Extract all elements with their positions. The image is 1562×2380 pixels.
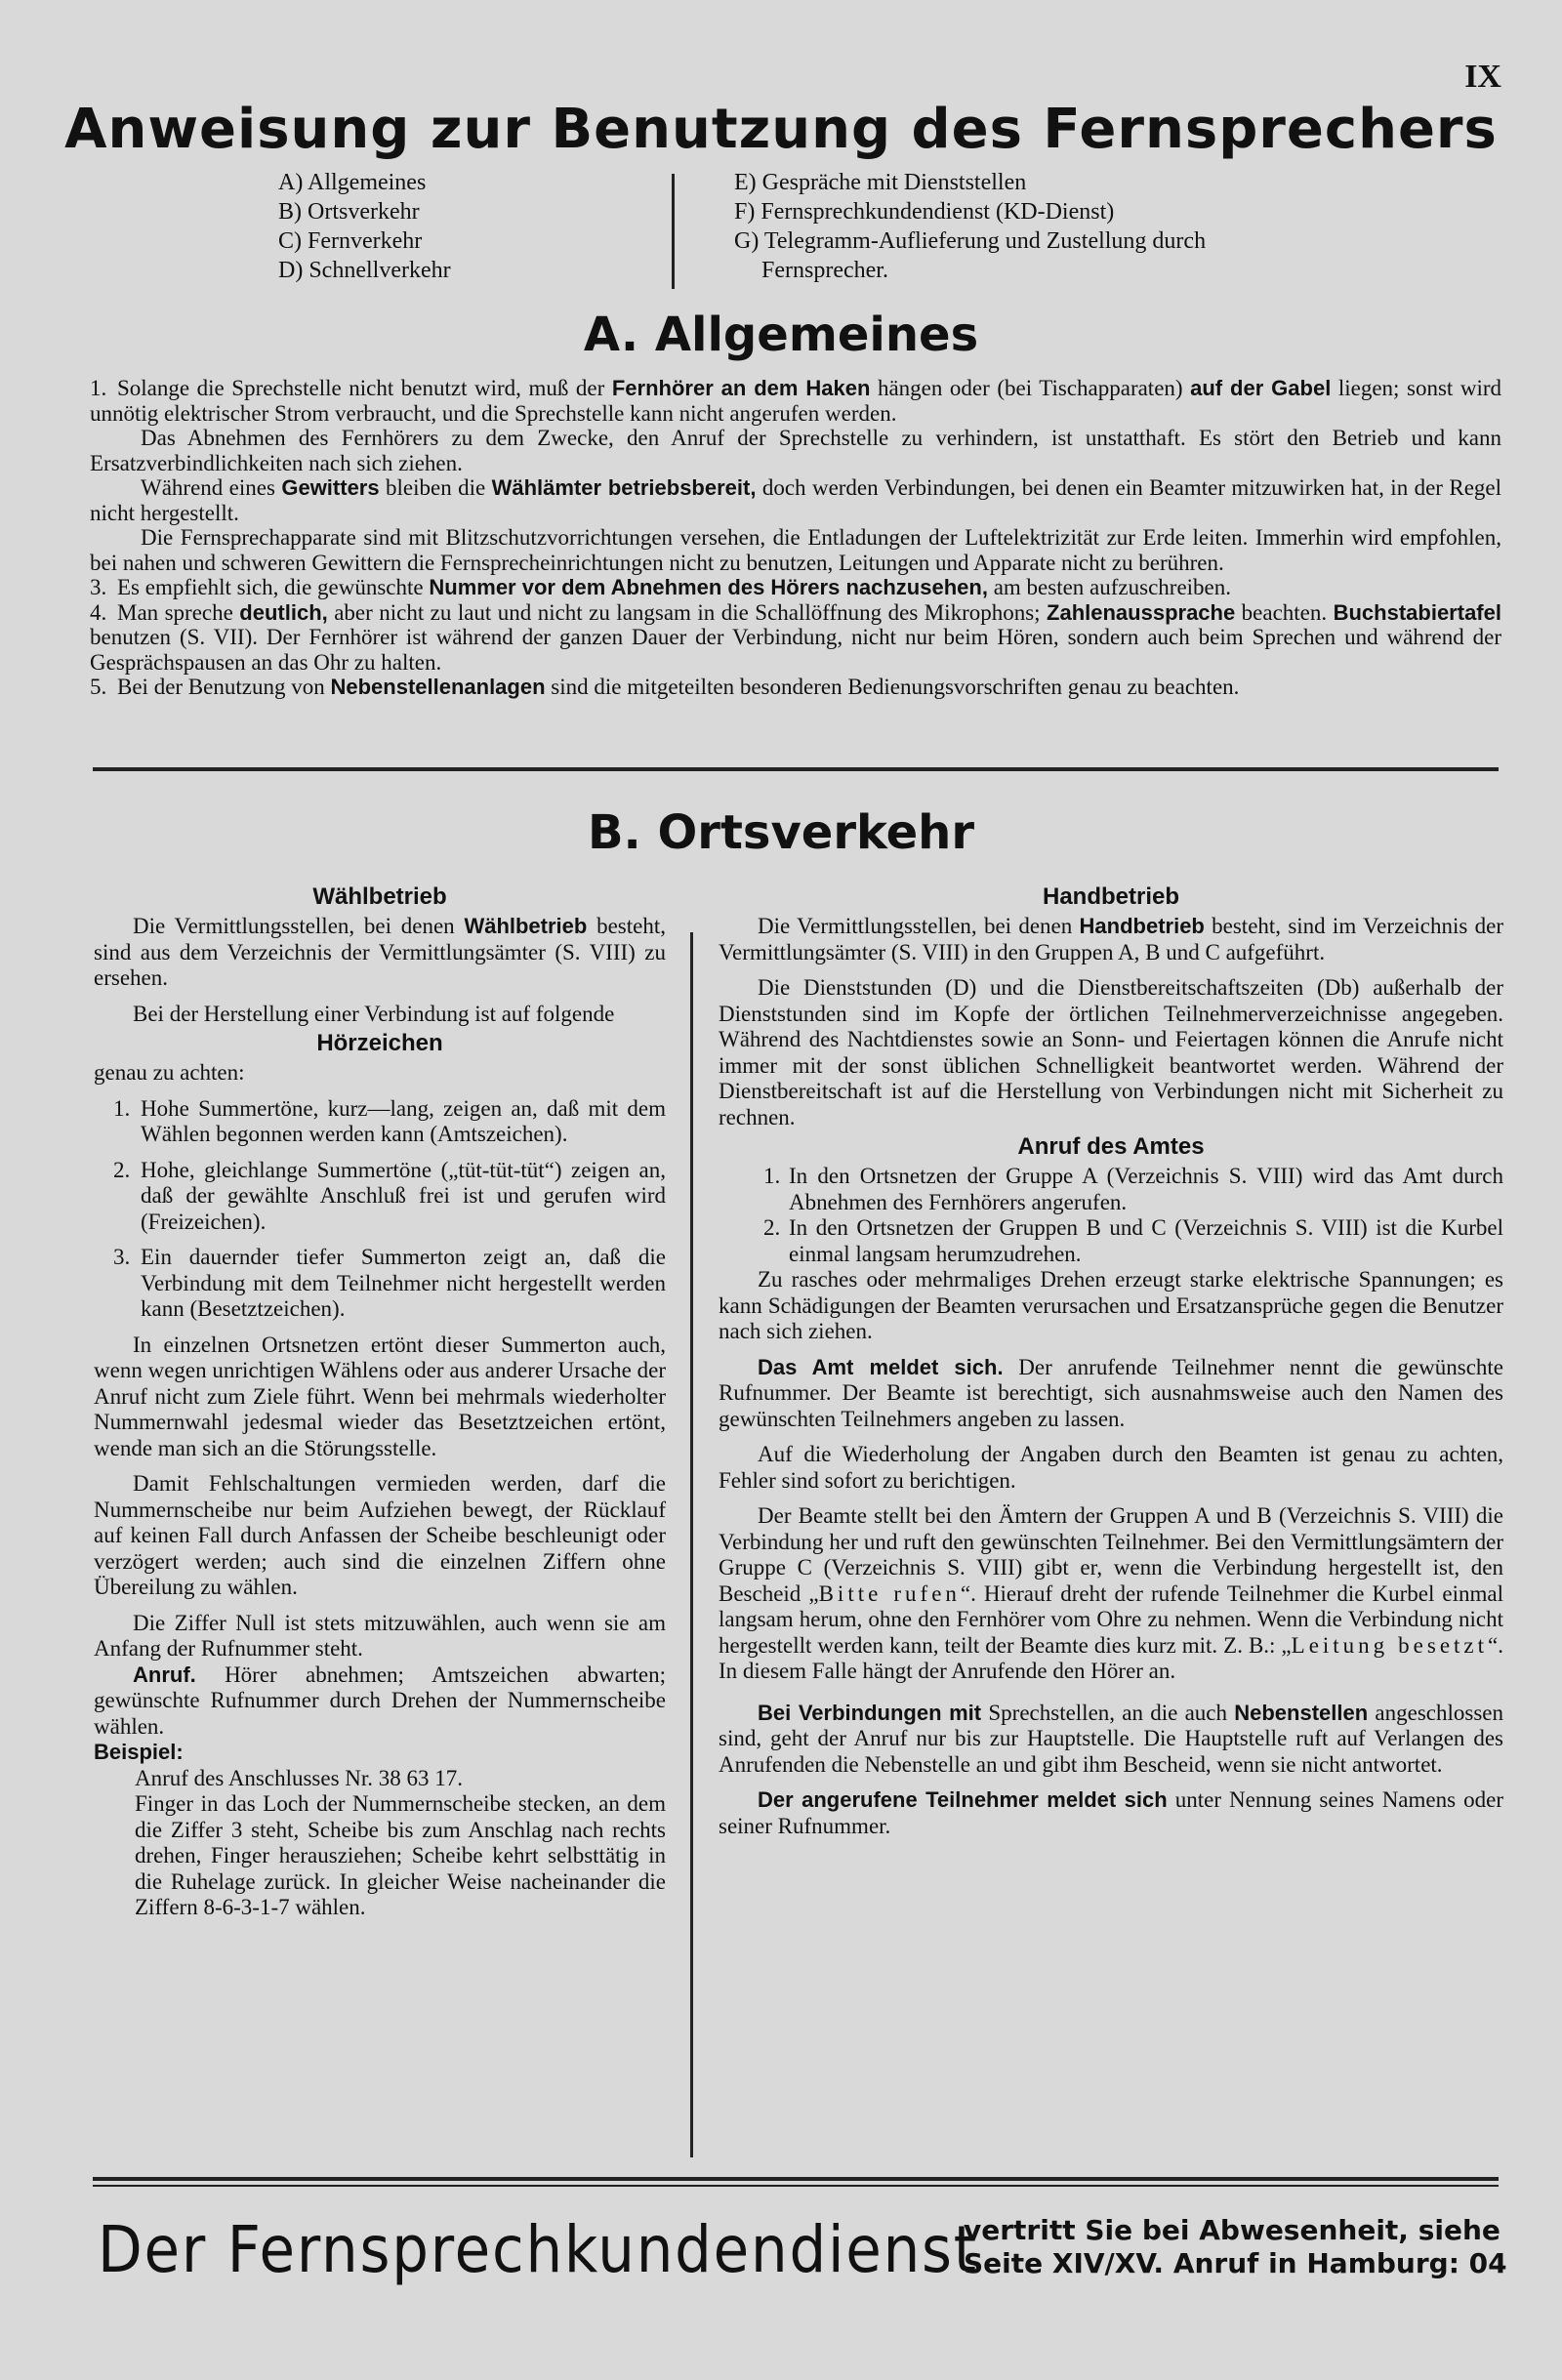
example-line: Anruf des Anschlusses Nr. 38 63 17. xyxy=(135,1765,464,1790)
text: “. In diesem Falle hängt der Anrufende den Hörer an. xyxy=(719,1632,1503,1683)
paragraph: Bei der Herstellung einer Verbindung ist auf folgende xyxy=(133,1001,615,1026)
column-waehlbetrieb xyxy=(94,881,666,1921)
footer-divider xyxy=(93,2177,1499,2181)
bold-text: Handbetrieb xyxy=(1079,914,1205,938)
paragraph: Zu rasches oder mehrmaliges Drehen erzeugt starke elektrische Spannungen; es kann Schädigungen der Beamten verursachen und Ersatzansprüche gegen die Benutzer nach sich ziehen. xyxy=(719,1267,1503,1343)
example-line: Finger in das Loch der Nummernscheibe stecken, an dem die Ziffer 3 steht, Scheibe bis zum Anschlag nach rechts drehen, Finger herausziehen; Scheibe kehrt selbsttätig in die Ruhelage zurück. In gleicher Weise nacheinander die Ziffern 8-6-3-1-7 wählen. xyxy=(135,1791,666,1919)
bold-text: Nebenstellenanlagen xyxy=(330,675,546,699)
sub-heading: Hörzeichen xyxy=(316,1030,443,1056)
toc-item: E) Gespräche mit Dienststellen xyxy=(734,170,1027,195)
text: unter Nennung seines Namens oder seiner Rufnummer. xyxy=(719,1787,1503,1838)
text: hängen oder (bei Tischapparaten) xyxy=(870,376,1191,400)
section-a-paragraph-1b: Das Abnehmen des Fernhörers zu dem Zwecke, den Anruf der Sprechstelle zu verhindern, ist unstatthaft. Es stört den Betrieb und kann Ersatzverbindlichkeiten nach sich ziehen. xyxy=(90,426,1501,475)
section-a-paragraph-2 xyxy=(90,475,1501,525)
footer-note-line: Seite XIV/XV. Anruf in Hamburg: 04 xyxy=(964,2247,1507,2279)
bold-text: Gewitters xyxy=(281,475,380,500)
text: am besten aufzuschreiben. xyxy=(987,575,1231,599)
list-item xyxy=(719,1215,1503,1267)
list-number: 1. xyxy=(113,1095,131,1121)
text: Solange die Sprechstelle nicht benutzt wird, muß der xyxy=(117,376,612,400)
toc-item: Fernsprecher. xyxy=(761,258,888,283)
text: Die Vermittlungsstellen, bei denen xyxy=(758,914,1080,938)
bold-text: deutlich, xyxy=(239,599,328,625)
paragraph: In einzelnen Ortsnetzen ertönt dieser Summerton auch, wenn wegen unrichtigen Wählens oder aus anderer Ursache der Anruf nicht zum Ziele führt. Wenn bei mehrmals wiederholter Nummernwahl jedesmal wieder das Besetztzeichen ertönt, wende man sich an die Störungsstelle. xyxy=(94,1332,666,1460)
bold-text: Bei Verbindungen mit xyxy=(758,1700,982,1725)
text: beachten. xyxy=(1235,599,1334,625)
toc-right-column xyxy=(734,168,1359,285)
text: Der Beamte stellt bei den Ämtern der Gruppen A und B (Verzeichnis S. VIII) die Verbindung her und ruft den gewünschten Teilnehmer. Bei den Vermittlungsämtern der Gruppe C (Verzeichnis S. VIII) gibt er, wenn die Verbindung hergestellt ist, den Bescheid „ xyxy=(719,1503,1503,1606)
section-a-paragraph-1 xyxy=(90,376,1501,426)
section-a-paragraph-2b: Die Fernsprechapparate sind mit Blitzschutzvorrichtungen versehen, die Entladungen der Luftelektrizität zur Erde leiten. Immerhin wird empfohlen, bei nahen und schweren Gewittern die Fernsprecheinrichtungen nicht zu benutzen, Leitungen und Apparate nicht zu berühren. xyxy=(90,525,1501,575)
text: Bei der Benutzung von xyxy=(117,675,331,699)
text: angeschlossen sind, geht der Anruf nur bis zur Hauptstelle. Die Hauptstelle ruft auf Verlangen des Anrufenden die Nebenstelle an und gibt ihm Bescheid, wenn sie nicht antwortet. xyxy=(719,1700,1503,1777)
list-text: In den Ortsnetzen der Gruppe A (Verzeichnis S. VIII) wird das Amt durch Abnehmen des Fernhörers angerufen. xyxy=(789,1164,1503,1214)
text: sind die mitgeteilten besonderen Bedienungsvorschriften genau zu beachten. xyxy=(545,675,1240,699)
toc-item: C) Fernverkehr xyxy=(278,228,423,254)
footer-divider-thin xyxy=(93,2185,1499,2187)
paragraph xyxy=(719,1701,1503,1779)
toc-item: B) Ortsverkehr xyxy=(278,199,420,225)
paragraph xyxy=(719,1787,1503,1839)
bold-text: Der angerufene Teilnehmer meldet sich xyxy=(758,1787,1168,1812)
toc-item: G) Telegramm-Auflieferung und Zustellung durch xyxy=(734,228,1207,254)
bold-text: Wählämter betriebsbereit, xyxy=(491,475,757,500)
footer-title: Der Fernsprechkundendienst xyxy=(98,2212,978,2287)
page-title: Anweisung zur Benutzung des Fernsprechers xyxy=(64,98,1498,161)
section-a-paragraph-3 xyxy=(90,575,1501,600)
paragraph: Auf die Wiederholung der Angaben durch den Beamten ist genau zu achten, Fehler sind sofort zu berichtigen. xyxy=(719,1442,1503,1493)
toc-item: A) Allgemeines xyxy=(278,170,427,195)
list-number: 1. xyxy=(763,1164,781,1188)
text: liegen; sonst wird unnötig elektrischer Strom verbraucht, und die Sprechstelle kann nicht angerufen werden. xyxy=(90,376,1501,426)
spaced-text: Leitung besetzt xyxy=(1291,1632,1489,1658)
paragraph-number: 1. xyxy=(90,376,107,400)
text: Sprechstellen, an die auch xyxy=(981,1700,1235,1725)
section-a-paragraph-5 xyxy=(90,675,1501,700)
paragraph xyxy=(94,1662,666,1741)
page-number: IX xyxy=(1464,59,1501,95)
section-a-body xyxy=(90,376,1501,700)
paragraph: genau zu achten: xyxy=(94,1060,245,1085)
footer-note xyxy=(964,2214,1510,2280)
list-item xyxy=(94,1158,666,1236)
text: besteht, sind aus dem Verzeichnis der Vermittlungsämter (S. VIII) zu ersehen. xyxy=(94,914,666,990)
list-text: Ein dauernder tiefer Summerton zeigt an, daß die Verbindung mit dem Teilnehmer nicht hergestellt werden kann (Besetztzeichen). xyxy=(141,1245,666,1321)
section-a-title: A. Allgemeines xyxy=(583,308,979,362)
list-item xyxy=(94,1096,666,1148)
column-handbetrieb xyxy=(719,881,1503,1839)
bold-text: Fernhörer an dem Haken xyxy=(611,376,871,400)
paragraph xyxy=(719,1355,1503,1433)
text: benutzen (S. VII). Der Fernhörer ist während der ganzen Dauer der Verbindung, nicht nur beim Hören, sondern auch beim Sprechen und während der Gesprächspausen an das Ohr zu halten. xyxy=(90,625,1501,675)
paragraph: Die Dienststunden (D) und die Dienstbereitschaftszeiten (Db) außerhalb der Dienststunden sind im Kopfe der örtlichen Teilnehmerverzeichnisse angegeben. Während des Nachtdienstes sowie an Sonn- und Feiertagen können die Anrufe nicht immer mit der sonst üblichen Schnelligkeit beantwortet werden. Während der Dienstbereitschaft ist auf die Herstellung von Verbindungen nicht mit Sicherheit zu rechnen. xyxy=(719,975,1503,1129)
bold-text: Nebenstellen xyxy=(1234,1700,1369,1725)
bold-text: auf der Gabel xyxy=(1190,376,1332,400)
text: Die Vermittlungsstellen, bei denen xyxy=(133,914,465,938)
toc-divider xyxy=(672,174,675,289)
footer-banner xyxy=(98,2208,1508,2306)
list-number: 3. xyxy=(113,1245,131,1269)
list-item xyxy=(719,1164,1503,1215)
list-text: Hohe, gleichlange Summertöne („tüt-tüt-tüt“) zeigen an, daß der gewählte Anschluß frei ist und gerufen wird (Freizeichen). xyxy=(141,1157,666,1234)
text: Während eines xyxy=(141,475,282,500)
paragraph xyxy=(719,914,1503,965)
spaced-text: Bitte rufen xyxy=(818,1580,961,1606)
bold-text: Das Amt meldet sich. xyxy=(758,1354,1004,1379)
bold-text: Nummer vor dem Abnehmen des Hörers nachzusehen, xyxy=(429,575,988,599)
paragraph: Die Ziffer Null ist stets mitzuwählen, auch wenn sie am Anfang der Rufnummer steht. xyxy=(94,1610,666,1661)
column-divider xyxy=(690,932,693,2157)
list-number: 2. xyxy=(763,1215,781,1240)
bold-text: Zahlenaussprache xyxy=(1047,599,1236,625)
list-text: In den Ortsnetzen der Gruppen B und C (Verzeichnis S. VIII) ist die Kurbel einmal langsam herumzudrehen. xyxy=(789,1215,1503,1266)
paragraph-number: 3. xyxy=(90,575,107,599)
section-b-title: B. Ortsverkehr xyxy=(587,805,975,860)
text: Hörer abnehmen; Amtszeichen abwarten; gewünschte Rufnummer durch Drehen der Nummernscheibe wählen. xyxy=(94,1662,666,1739)
example-label: Beispiel: xyxy=(94,1740,184,1764)
bold-text: Anruf. xyxy=(133,1662,196,1687)
text: besteht, sind im Verzeichnis der Vermittlungsämter (S. VIII) in den Gruppen A, B und C aufgeführt. xyxy=(719,914,1503,964)
toc-item: F) Fernsprechkundendienst (KD-Dienst) xyxy=(734,199,1115,225)
bold-text: Wählbetrieb xyxy=(464,914,588,938)
text: Es empfiehlt sich, die gewünschte xyxy=(117,575,430,599)
text: Man spreche xyxy=(117,599,240,625)
paragraph-number: 5. xyxy=(90,675,107,699)
bold-text: Buchstabiertafel xyxy=(1333,599,1501,625)
text: bleiben die xyxy=(379,475,492,500)
sub-heading: Anruf des Amtes xyxy=(1017,1133,1205,1160)
list-item xyxy=(94,1245,666,1323)
text: aber nicht zu laut und nicht zu langsam in die Schallöffnung des Mikrophons; xyxy=(327,599,1048,625)
call-list xyxy=(719,1164,1503,1267)
column-heading: Handbetrieb xyxy=(1042,883,1179,910)
section-a-paragraph-4 xyxy=(90,600,1501,676)
table-of-contents xyxy=(0,168,1562,285)
paragraph xyxy=(94,914,666,992)
list-number: 2. xyxy=(113,1157,131,1182)
paragraph xyxy=(719,1503,1503,1685)
tone-list xyxy=(94,1096,666,1323)
list-text: Hohe Summertöne, kurz—lang, zeigen an, daß mit dem Wählen begonnen werden kann (Amtszeichen). xyxy=(141,1095,666,1146)
column-heading: Wählbetrieb xyxy=(312,883,447,910)
text: Der anrufende Teilnehmer nennt die gewünschte Rufnummer. Der Beamte ist berechtigt, sich ausnahmsweise auch den Namen des gewünschten Teilnehmers angeben zu lassen. xyxy=(719,1354,1503,1431)
paragraph-number: 4. xyxy=(90,599,107,625)
toc-left-column xyxy=(278,168,451,285)
footer-note-line: vertritt Sie bei Abwesenheit, siehe xyxy=(964,2214,1500,2246)
text: “. Hierauf dreht der rufende Teilnehmer die Kurbel einmal langsam herum, ohne den Fernhörer vom Ohre zu nehmen. Wenn die Verbindung nicht hergestellt werden kann, teilt der Beamte dies kurz mit. Z. B.: „ xyxy=(719,1580,1504,1658)
toc-item: D) Schnellverkehr xyxy=(278,258,451,283)
text: doch werden Verbindungen, bei denen ein Beamter mitzuwirken hat, in der Regel nicht hergestellt. xyxy=(90,475,1502,525)
section-divider xyxy=(93,767,1499,771)
paragraph: Damit Fehlschaltungen vermieden werden, darf die Nummernscheibe nur beim Aufziehen bewegt, der Rücklauf auf keinen Fall durch Anfassen der Scheibe beschleunigt oder verzögert werden; auch sind die einzelnen Ziffern ohne Übereilung zu wählen. xyxy=(94,1471,666,1599)
